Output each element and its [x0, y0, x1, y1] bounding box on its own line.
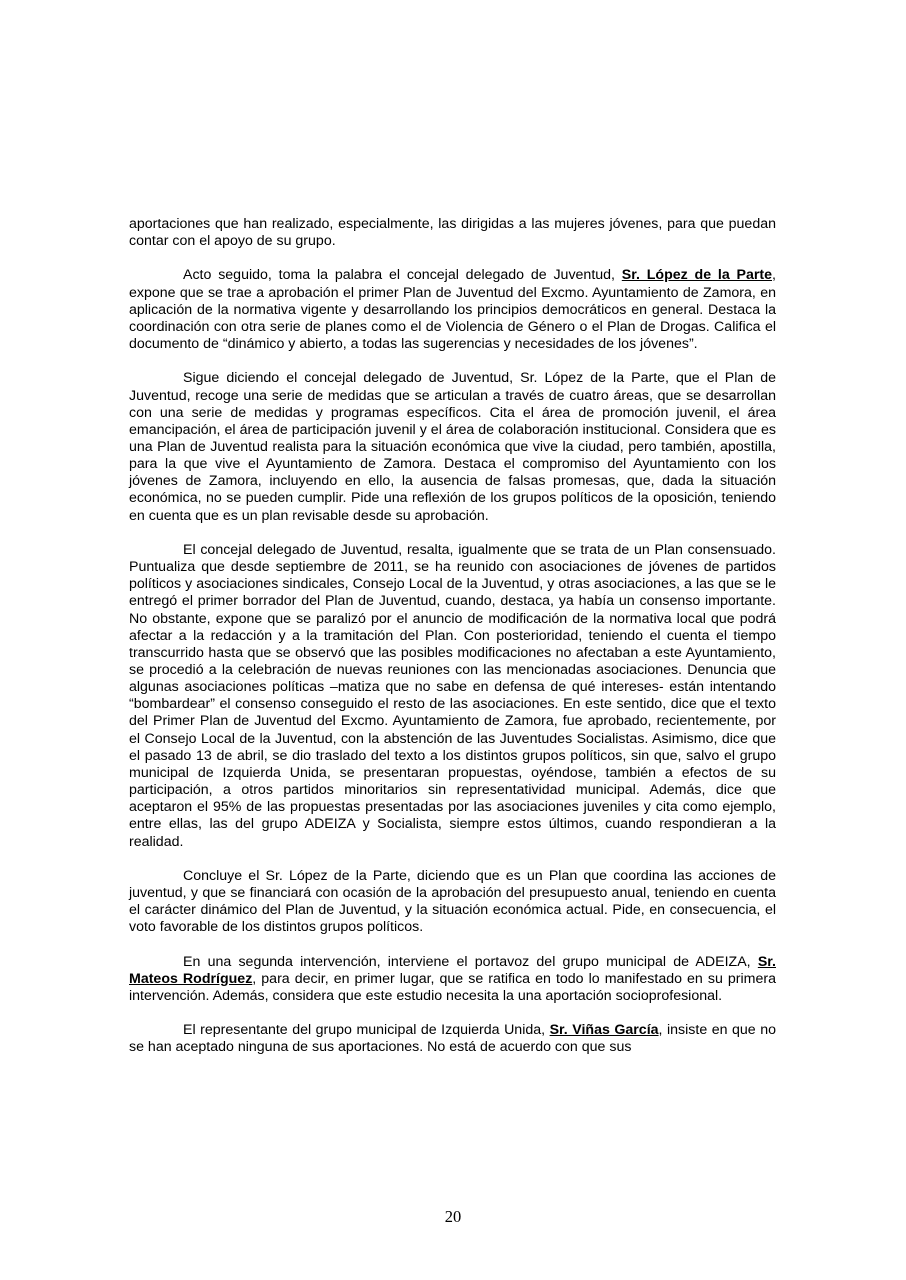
- speaker-name: Sr. Viñas García: [549, 1022, 659, 1039]
- page-number: 20: [444, 1207, 462, 1226]
- paragraph-6: [129, 954, 776, 1005]
- paragraph-3: [129, 370, 776, 524]
- speaker-name: Sr. López de la Parte: [621, 267, 773, 284]
- paragraph-5: [129, 868, 776, 937]
- paragraph-4: [129, 542, 776, 851]
- paragraph-text: Sigue diciendo el concejal delegado de Juventud, Sr. López de la Parte, que el Plan de Juventud, recoge una serie de medidas que se articulan a través de cuatro áreas, que se desarrollan con una serie de medidas y programas específicos. Cita el área de promoción juvenil, el área emancipación, el área de participación juvenil y el área de colaboración institucional. Considera que es una Plan de Juventud realista para la situación económica que vive la ciudad, pero también, apostilla, para la que vive el Ayuntamiento de Zamora. Destaca el compromiso del Ayuntamiento con los jóvenes de Zamora, incluyendo en ello, la ausencia de falsas promesas, que, dada la situación económica, no se pueden cumplir. Pide una reflexión de los grupos políticos de la oposición, teniendo en cuenta que es un plan revisable desde su aprobación.: [129, 370, 776, 524]
- speaker-name: Sr. Mateos Rodríguez: [129, 953, 776, 987]
- paragraph-2: [129, 267, 776, 353]
- paragraph-text: Concluye el Sr. López de la Parte, diciendo que es un Plan que coordina las acciones de juventud, y que se financiará con ocasión de la aprobación del presupuesto anual, teniendo en cuenta el carácter dinámico del Plan de Juventud, y la situación económica actual. Pide, en consecuencia, el voto favorable de los distintos grupos políticos.: [129, 867, 776, 936]
- paragraph-text: El concejal delegado de Juventud, resalta, igualmente que se trata de un Plan consensuado. Puntualiza que desde septiembre de 2011, se ha reunido con asociaciones de jóvenes de partidos políticos y asociaciones sindicales, Consejo Local de la Juventud, y otras asociaciones, a las que se le entregó el primer borrador del Plan de Juventud, cuando, destaca, ya había un consenso importante. No obstante, expone que se paralizó por el anuncio de modificación de la normativa local que podrá afectar a la redacción y a la tramitación del Plan. Con posterioridad, teniendo el cuenta el tiempo transcurrido hasta que se observó que las posibles modificaciones no afectaban a este Ayuntamiento, se procedió a la celebración de nuevas reuniones con las mencionadas asociaciones. Denuncia que algunas asociaciones políticas –matiza que no sabe en defensa de qué intereses- están intentando “bombardear” el consenso conseguido el resto de las asociaciones. En este sentido, dice que el texto del Primer Plan de Juventud del Excmo. Ayuntamiento de Zamora, fue aprobado, recientemente, por el Consejo Local de la Juventud, con la abstención de las Juventudes Socialistas. Asimismo, dice que el pasado 13 de abril, se dio traslado del texto a los distintos grupos políticos, sin que, salvo el grupo municipal de Izquierda Unida, se presentaran propuestas, oyéndose, también a efectos de su participación, a otros partidos minoritarios sin representatividad municipal. Además, dice que aceptaron el 95% de las propuestas presentadas por las asociaciones juveniles y cita como ejemplo, entre ellas, las del grupo ADEIZA y Socialista, siempre estos últimos, cuando respondieran a la realidad.: [129, 541, 776, 850]
- paragraph-text: Acto seguido, toma la palabra el concejal delegado de Juventud,: [183, 267, 622, 284]
- paragraph-text: , para decir, en primer lugar, que se ratifica en todo lo manifestado en su primera intervención. Además, considera que este estudio necesita la una aportación socioprofesional.: [129, 970, 776, 1004]
- paragraph-1: [129, 216, 776, 250]
- paragraph-text: , insiste en que no se han aceptado ninguna de sus aportaciones. No está de acuerdo con que sus: [129, 1022, 776, 1056]
- paragraph-text: , expone que se trae a aprobación el primer Plan de Juventud del Excmo. Ayuntamiento de Zamora, en aplicación de la normativa vigente y desarrollando los principios democráticos en general. Destaca la coordinación con otra serie de planes como el de Violencia de Género o el Plan de Drogas. Califica el documento de “dinámico y abierto, a todas las sugerencias y necesidades de los jóvenes”.: [129, 267, 776, 353]
- paragraph-text: El representante del grupo municipal de Izquierda Unida,: [183, 1022, 550, 1039]
- paragraph-text: En una segunda intervención, interviene el portavoz del grupo municipal de ADEIZA,: [183, 953, 758, 970]
- paragraph-text: aportaciones que han realizado, especialmente, las dirigidas a las mujeres jóvenes, para que puedan contar con el apoyo de su grupo.: [129, 216, 776, 250]
- paragraph-7: [129, 1022, 776, 1056]
- document-body: [129, 216, 776, 1074]
